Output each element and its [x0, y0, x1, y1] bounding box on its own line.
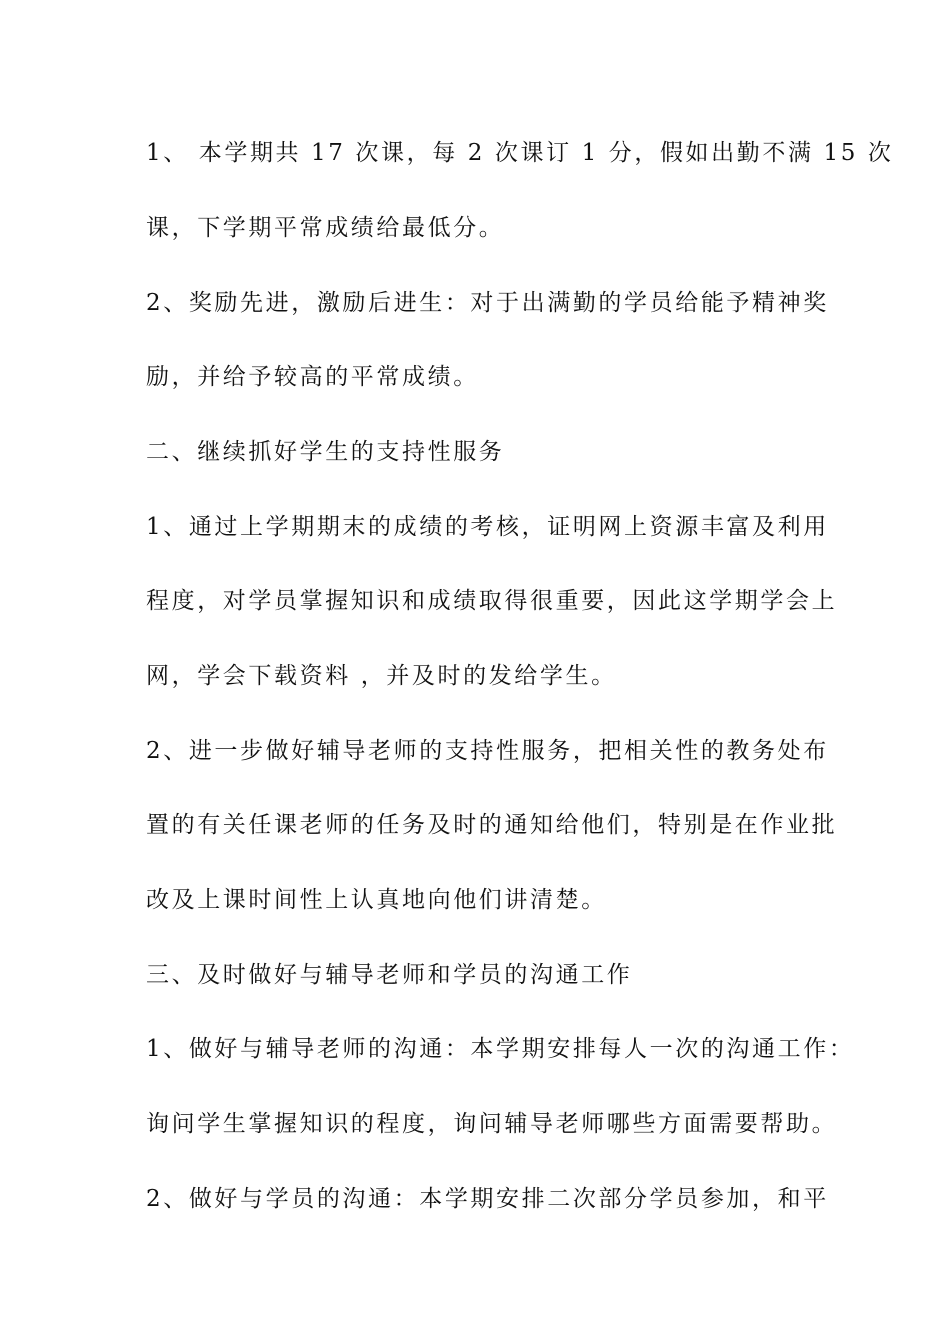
- text-line-9: 2、进一步做好辅导老师的支持性服务，把相关性的教务处布: [146, 738, 829, 764]
- text-line-13: 1、做好与辅导老师的沟通：本学期安排每人一次的沟通工作：: [146, 1036, 855, 1062]
- text-line-8: 网，学会下载资料 ，并及时的发给学生。: [146, 663, 617, 689]
- section-heading-2: 二、继续抓好学生的支持性服务: [146, 439, 505, 465]
- text-line-11: 改及上课时间性上认真地向他们讲清楚。: [146, 887, 607, 913]
- text-line-4: 励，并给予较高的平常成绩。: [146, 364, 479, 390]
- text-line-2: 课，下学期平常成绩给最低分。: [146, 215, 505, 241]
- text-line-10: 置的有关任课老师的任务及时的通知给他们，特别是在作业批: [146, 812, 838, 838]
- text-line-3: 2、奖励先进，激励后进生：对于出满勤的学员给能予精神奖: [146, 290, 829, 316]
- text-line-7: 程度，对学员掌握知识和成绩取得很重要，因此这学期学会上: [146, 588, 838, 614]
- text-line-6: 1、通过上学期期末的成绩的考核，证明网上资源丰富及利用: [146, 514, 829, 540]
- text-line-15: 2、做好与学员的沟通：本学期安排二次部分学员参加，和平: [146, 1186, 829, 1212]
- text-line-1: 1、 本学期共 17 次课，每 2 次课订 1 分，假如出勤不满 15 次: [146, 140, 894, 166]
- section-heading-3: 三、及时做好与辅导老师和学员的沟通工作: [146, 962, 633, 988]
- text-line-14: 询问学生掌握知识的程度，询问辅导老师哪些方面需要帮助。: [146, 1111, 838, 1137]
